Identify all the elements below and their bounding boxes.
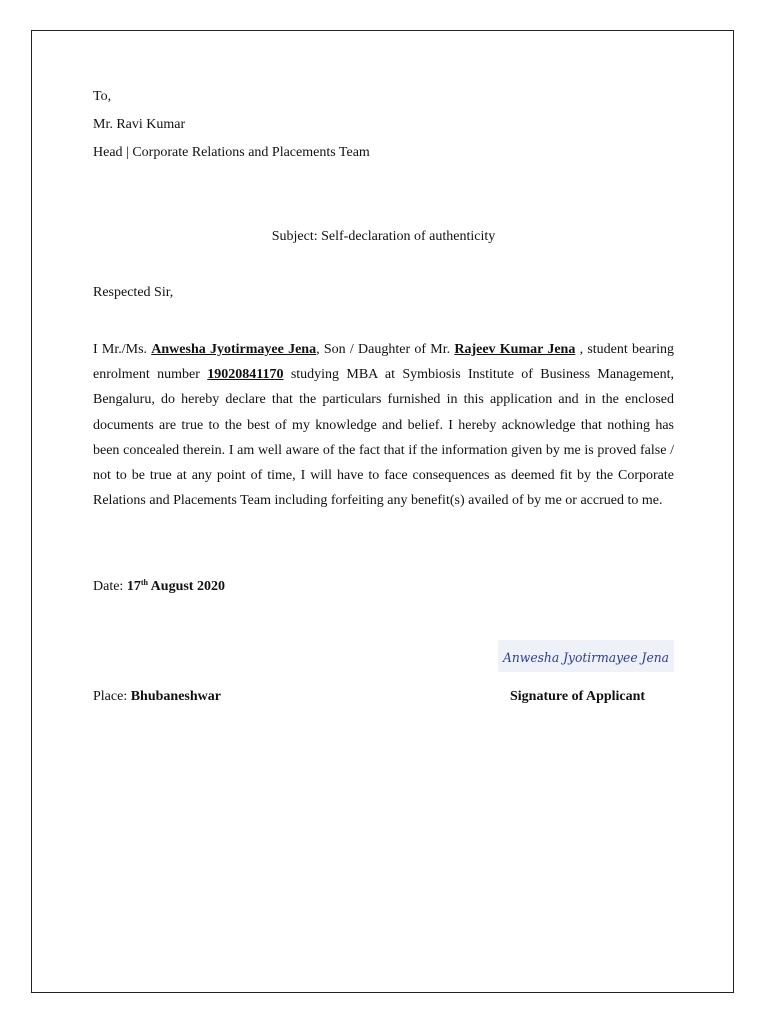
place-line — [93, 688, 221, 706]
place-value: Bhubaneshwar — [130, 689, 221, 704]
place-label: Place: — [93, 689, 131, 704]
date-line — [93, 578, 225, 596]
signature-image — [498, 640, 674, 672]
body-prefix: I Mr./Ms. — [93, 342, 152, 357]
greeting: Respected Sir, — [93, 285, 174, 300]
signature-scribble: Anwesha Jyotirmayee Jena — [502, 651, 669, 666]
body-remainder: studying MBA at Symbiosis Institute of Business Management, Bengaluru, do hereby declare that the particulars furnished in this application and in the enclosed documents are true to the best of my knowledge and belief. I hereby acknowledge that nothing has been concealed therein. I am well aware of the fact that if the information given by me is proved false / not to be true at any point of time, I will have to face consequences as deemed fit by the Corporate Relations and Placements Team including forfeiting any benefit(s) availed of by me or accrued to me. — [93, 367, 674, 509]
parent-name: Rajeev Kumar Jena — [454, 342, 576, 357]
body-relation-text: , Son / Daughter of Mr. — [316, 342, 455, 357]
enrolment-number: 19020841170 — [207, 367, 284, 383]
date-day: 17 — [126, 579, 141, 594]
date-suffix: th — [140, 578, 148, 587]
date-label: Date: — [93, 579, 127, 594]
letter-subject: Subject: Self-declaration of authenticity — [271, 229, 496, 244]
declaration-paragraph — [93, 337, 674, 513]
recipient-name: Mr. Ravi Kumar — [93, 117, 186, 132]
signature-drawing — [498, 640, 674, 672]
signature-label: Signature of Applicant — [510, 689, 646, 704]
body-enrolment-text: , student bearing enrolment number — [93, 342, 675, 383]
date-rest: August 2020 — [147, 579, 225, 594]
applicant-name: Anwesha Jyotirmayee Jena — [151, 342, 317, 357]
recipient-title: Head | Corporate Relations and Placements Team — [93, 145, 370, 160]
salutation-to: To, — [93, 89, 112, 104]
